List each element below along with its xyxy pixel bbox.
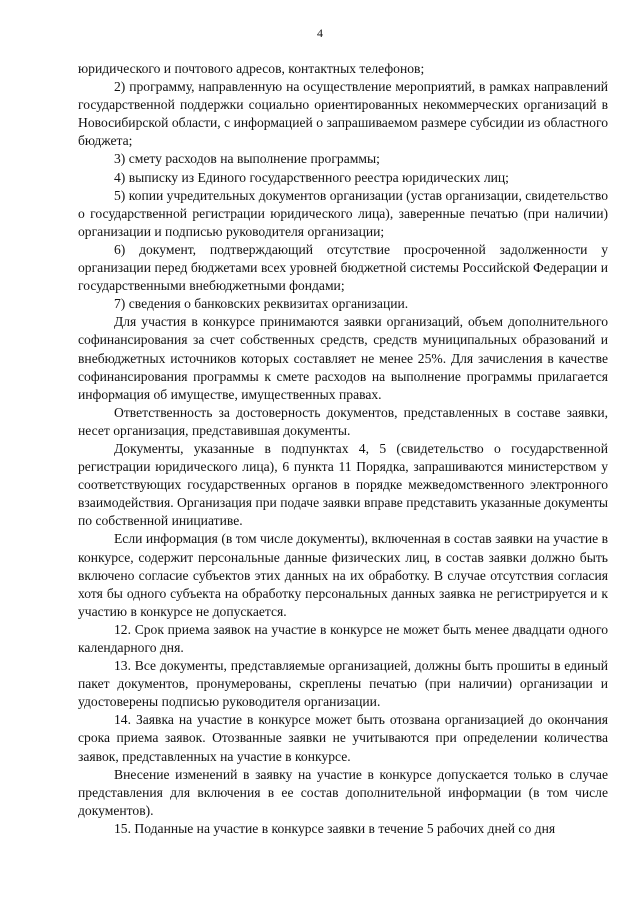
paragraph-personal-data: Если информация (в том числе документы), включенная в состав заявки на участие в конкурсе, содержит персональные данные физических лиц, в состав заявки должно быть включено согласие субъектов этих данных на их обработку. В случае отсутствия согласия хотя бы одного субъекта на обработку персональных данных заявка не регистрируется и к участию в конкурсе не допускается. <box>78 531 608 619</box>
paragraph-cofinancing: Для участия в конкурсе принимаются заявки организаций, объем дополнительного софинансирования за счет собственных средств, средств муниципальных образований и внебюджетных источников которых составляет не менее 25%. Для зачисления в качестве софинансирования программы к смете расходов на выполнение программы прилагается информация об имуществе, имущественных правах. <box>78 314 608 402</box>
paragraph-responsibility: Ответственность за достоверность документов, представленных в составе заявки, несет организация, представившая документы. <box>78 404 608 438</box>
list-item-3-budget: 3) смету расходов на выполнение программы; <box>114 151 380 167</box>
paragraph-interagency-requests: Документы, указанные в подпунктах 4, 5 (свидетельство о государственной регистрации юридического лица), 6 пункта 11 Порядка, запрашиваются министерством у соответствующих государственных органов в порядке межведомственного электронного взаимодействия. Организация при подаче заявки вправе представить указанные документы по собственной инициативе. <box>78 440 608 529</box>
clause-14: 14. Заявка на участие в конкурсе может быть отозвана организацией до окончания срока приема заявок. Отозванные заявки не учитываются при определении количества заявок, представленных на участие в конкурсе. <box>78 712 608 764</box>
document-body <box>78 60 608 838</box>
clause-15: 15. Поданные на участие в конкурсе заявки в течение 5 рабочих дней со дня <box>114 820 556 836</box>
paragraph-continuation: юридического и почтового адресов, контактных телефонов; <box>78 61 425 76</box>
page-number: 4 <box>317 26 323 40</box>
list-item-7-bank-details: 7) сведения о банковских реквизитах организации. <box>114 296 409 312</box>
clause-13: 13. Все документы, представляемые организацией, должны быть прошиты в единый пакет документов, пронумерованы, скреплены печатью (при наличии) организации и удостоверены подписью руководителя организации. <box>78 658 608 710</box>
list-item-5-constituent-docs: 5) копии учредительных документов организации (устав организации, свидетельство о государственной регистрации юридического лица), заверенные печатью (при наличии) организации и подписью руководителя организации; <box>78 187 608 239</box>
paragraph-amendments: Внесение изменений в заявку на участие в конкурсе допускается только в случае представления для включения в ее состав дополнительной информации (в том числе документов). <box>78 766 608 818</box>
list-item-4-registry-extract: 4) выписку из Единого государственного реестра юридических лиц; <box>114 169 509 185</box>
list-item-2-program: 2) программу, направленную на осуществление мероприятий, в рамках направлений государственной поддержки социально ориентированных некоммерческих организаций в Новосибирской области, с информацией о запрашиваемом размере субсидии из областного бюджета; <box>78 79 608 149</box>
clause-12: 12. Срок приема заявок на участие в конкурсе не может быть менее двадцати одного календарного дня. <box>78 621 608 655</box>
list-item-6-debt-certificate: 6) документ, подтверждающий отсутствие просроченной задолженности у организации перед бюджетами всех уровней бюджетной системы Российской Федерации и государственными внебюджетными фондами; <box>78 241 608 294</box>
